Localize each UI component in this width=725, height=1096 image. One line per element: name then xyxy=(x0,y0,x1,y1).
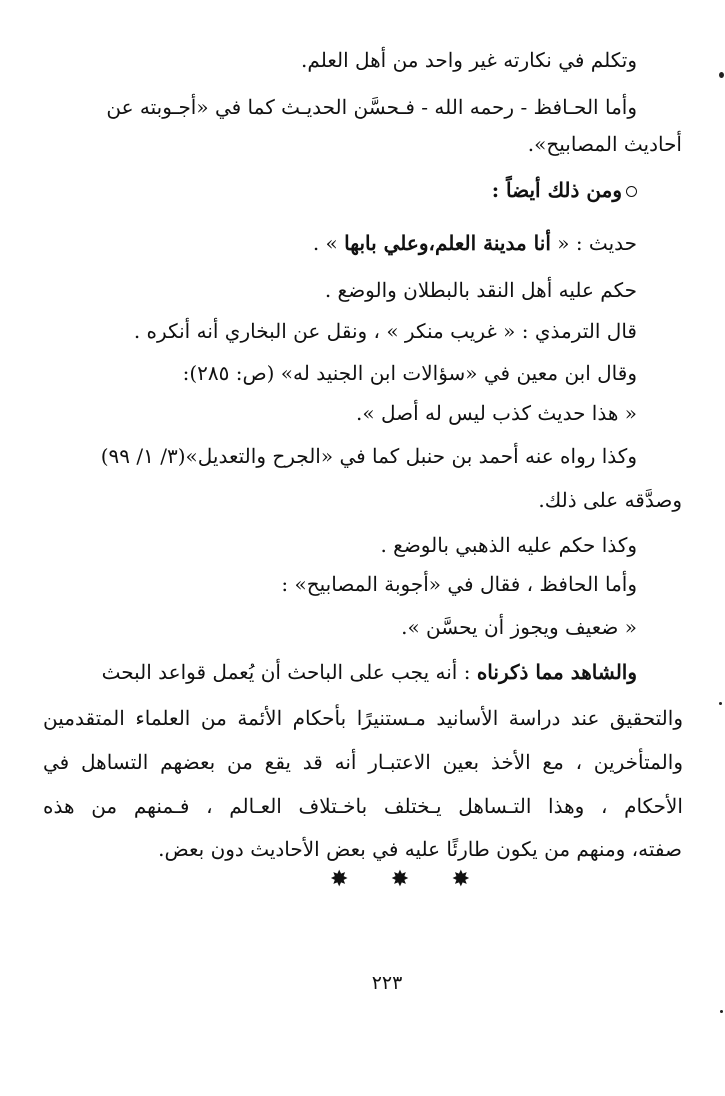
text-line-15: والتحقيق عند دراسة الأسانيد مـستنيرًا بأحكام الأئمة من العلماء المتقدمين xyxy=(43,706,683,730)
page-number: ٢٢٣ xyxy=(371,972,403,994)
hadith-line xyxy=(313,229,637,257)
text-line-6: قال الترمذي : « غريب منكر » ، ونقل عن البخاري أنه أنكره . xyxy=(133,319,637,343)
section-divider xyxy=(330,867,470,893)
scan-mark xyxy=(719,72,724,78)
section-heading xyxy=(492,176,637,204)
text-line-17: الأحكام ، وهذا التـساهل يـختلف باخـتلاف العـالم ، فـمنهم من هذه xyxy=(43,794,683,818)
conclusion-heading: والشاهد مما ذكرناه xyxy=(476,660,637,684)
text-line-18: صفته، ومنهم من يكون طارئًا عليه في بعض الأحاديث دون بعض. xyxy=(158,837,682,861)
text-line-11: وكذا حكم عليه الذهبي بالوضع . xyxy=(380,533,637,557)
text-line-10: وصدَّقه على ذلك. xyxy=(538,488,682,512)
asterism-star-icon: ✸ xyxy=(390,867,410,892)
text-line-3: أحاديث المصابيح». xyxy=(527,132,682,156)
text-line-1: وتكلم في نكارته غير واحد من أهل العلم. xyxy=(301,48,637,72)
asterism-star-icon: ✸ xyxy=(330,867,349,892)
conclusion-line xyxy=(102,658,637,686)
hadith-prefix: حديث : « xyxy=(557,231,637,255)
circle-bullet-icon xyxy=(626,186,637,197)
text-line-8: « هذا حديث كذب ليس له أصل ». xyxy=(356,401,637,425)
text-line-2: وأما الحـافظ - رحمه الله - فـحسَّن الحديـث كما في «أجـوبته عن xyxy=(106,95,637,119)
text-line-9: وكذا رواه عنه أحمد بن حنبل كما في «الجرح والتعديل»(٣/ ١/ ٩٩) xyxy=(100,444,637,468)
asterism-star-icon: ✸ xyxy=(451,867,470,892)
conclusion-text: : أنه يجب على الباحث أن يُعمل قواعد البحث xyxy=(101,660,477,684)
hadith-suffix: » . xyxy=(312,231,338,255)
text-line-12: وأما الحافظ ، فقال في «أجوبة المصابيح» : xyxy=(281,572,637,596)
section-heading-text: ومن ذلك أيضاً : xyxy=(491,178,622,202)
hadith-text: أنا مدينة العلم،وعلي بابها xyxy=(344,231,551,255)
text-line-7: وقال ابن معين في «سؤالات ابن الجنيد له» (ص: ٢٨٥): xyxy=(182,361,637,385)
text-line-13: « ضعيف ويجوز أن يحسَّن ». xyxy=(401,615,637,639)
text-line-16: والمتأخرين ، مع الأخذ بعين الاعتبـار أنه قد يقع من بعضهم التساهل في xyxy=(43,750,683,774)
text-line-5: حكم عليه أهل النقد بالبطلان والوضع . xyxy=(324,278,637,302)
scan-mark xyxy=(720,1010,723,1013)
scan-mark xyxy=(719,702,722,705)
